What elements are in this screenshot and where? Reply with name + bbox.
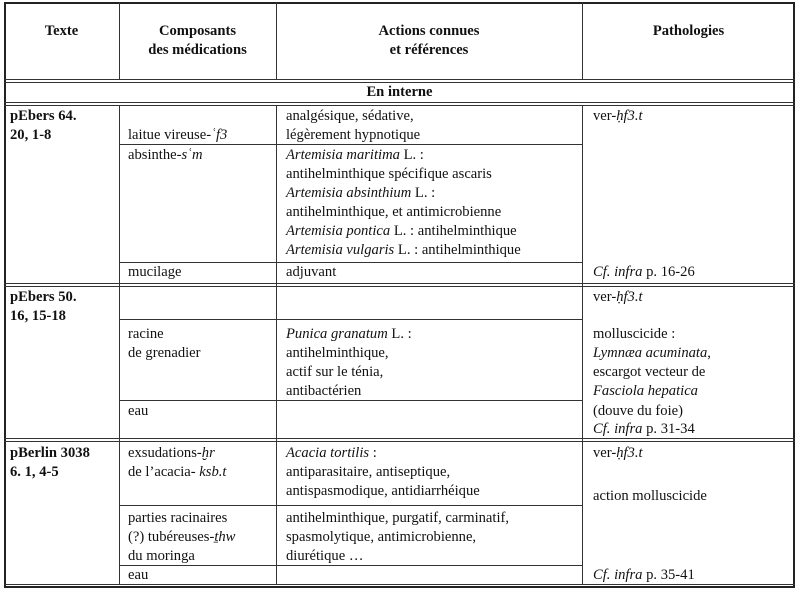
header-pathologies: Pathologies bbox=[652, 23, 725, 39]
g1-action-2a: Artemisia maritima L. : bbox=[286, 147, 424, 163]
rule-g2-end-2 bbox=[4, 441, 795, 442]
g2-action-1b: antihelminthique, bbox=[286, 345, 389, 361]
g1-texte-2: 20, 1-8 bbox=[10, 127, 52, 143]
g3-texte-1: pBerlin 3038 bbox=[10, 445, 90, 461]
g1-composant-2: absinthe-sʿm bbox=[128, 147, 203, 163]
header-composants-2: des médications bbox=[148, 42, 247, 58]
g1-pathologie-top: ver-ḥf3.t bbox=[593, 108, 643, 124]
g3-composant-3: eau bbox=[128, 567, 149, 583]
rule-col2-body bbox=[276, 105, 277, 585]
g1-action-2d: antihelminthique, et antimicrobienne bbox=[286, 204, 502, 220]
g3-composant-2a: parties racinaires bbox=[128, 510, 228, 526]
g3-action-2a: antihelminthique, purgatif, carminatif, bbox=[286, 510, 510, 526]
rule-col1-body bbox=[119, 105, 120, 585]
g2-texte-2: 16, 15-18 bbox=[10, 308, 66, 324]
rule-section-bottom bbox=[4, 102, 795, 103]
g1-texte-1: pEbers 64. bbox=[10, 108, 77, 124]
g1-action-3: adjuvant bbox=[286, 264, 337, 280]
g3-pathologie-top: ver-ḥf3.t bbox=[593, 445, 643, 461]
g3-action-2c: diurétique … bbox=[286, 548, 364, 564]
g2-pathologie-top: ver-ḥf3.t bbox=[593, 289, 643, 305]
rule-col3-body bbox=[582, 105, 583, 585]
g1-pathologie-ref: Cf. infra p. 16-26 bbox=[593, 264, 695, 280]
g3-action-1a: Acacia tortilis : bbox=[286, 445, 377, 461]
g3-texte-2: 6. 1, 4-5 bbox=[10, 464, 59, 480]
g3-pathologie-ref: Cf. infra p. 35-41 bbox=[593, 567, 695, 583]
g2-composant-1a: racine bbox=[128, 326, 164, 342]
g1-action-2e: Artemisia pontica L. : antihelminthique bbox=[286, 223, 517, 239]
g2-pathologie-2: Lymnæa acuminata, bbox=[593, 345, 711, 361]
rule-header-bottom bbox=[4, 79, 795, 80]
g1-composant-1: laitue vireuse-ʿf3 bbox=[128, 127, 228, 143]
section-title: En interne bbox=[366, 84, 433, 100]
g2-texte-1: pEbers 50. bbox=[10, 289, 77, 305]
rule-g1-end bbox=[4, 283, 795, 284]
g3-action-2b: spasmolytique, antimicrobienne, bbox=[286, 529, 477, 545]
g3-action-1b: antiparasitaire, antiseptique, bbox=[286, 464, 451, 480]
g3-composant-2c: du moringa bbox=[128, 548, 195, 564]
g3-pathologie-mid: action molluscicide bbox=[593, 488, 707, 504]
g1-action-1b: légèrement hypnotique bbox=[286, 127, 421, 143]
g2-pathologie-3: escargot vecteur de bbox=[593, 364, 706, 380]
header-texte: Texte bbox=[44, 23, 79, 39]
rule-section-bottom-2 bbox=[4, 105, 795, 106]
rule-g2-r0 bbox=[119, 319, 582, 320]
g2-pathologie-ref: Cf. infra p. 31-34 bbox=[593, 421, 695, 437]
g1-action-1a: analgésique, sédative, bbox=[286, 108, 414, 124]
g2-action-1d: antibactérien bbox=[286, 383, 362, 399]
header-actions-2: et références bbox=[389, 42, 469, 58]
header-actions-1: Actions connues bbox=[378, 23, 480, 39]
rule-g1-r2 bbox=[119, 262, 582, 263]
g1-action-2c: Artemisia absinthium L. : bbox=[286, 185, 436, 201]
header-composants-1: Composants bbox=[158, 23, 237, 39]
g2-pathologie-1: molluscicide : bbox=[593, 326, 676, 342]
g3-action-1c: antispasmodique, antidiarrhéique bbox=[286, 483, 480, 499]
rule-g1-end-2 bbox=[4, 286, 795, 287]
g3-composant-2b: (?) tubéreuses-ṯhw bbox=[128, 529, 236, 545]
g2-pathologie-4: Fasciola hepatica bbox=[593, 383, 698, 399]
g1-composant-3: mucilage bbox=[128, 264, 182, 280]
g2-pathologie-5: (douve du foie) bbox=[593, 403, 683, 419]
g1-action-2f: Artemisia vulgaris L. : antihelminthique bbox=[286, 242, 521, 258]
g3-composant-1b: de l’acacia- ksb.t bbox=[128, 464, 227, 480]
rule-g3-r1 bbox=[119, 505, 582, 506]
g1-action-2b: antihelminthique spécifique ascaris bbox=[286, 166, 492, 182]
g3-composant-1a: exsudations-ḫr bbox=[128, 445, 215, 461]
g2-composant-1b: de grenadier bbox=[128, 345, 201, 361]
g2-composant-2: eau bbox=[128, 403, 149, 419]
g2-action-1c: actif sur le ténia, bbox=[286, 364, 384, 380]
g2-action-1a: Punica granatum L. : bbox=[286, 326, 412, 342]
